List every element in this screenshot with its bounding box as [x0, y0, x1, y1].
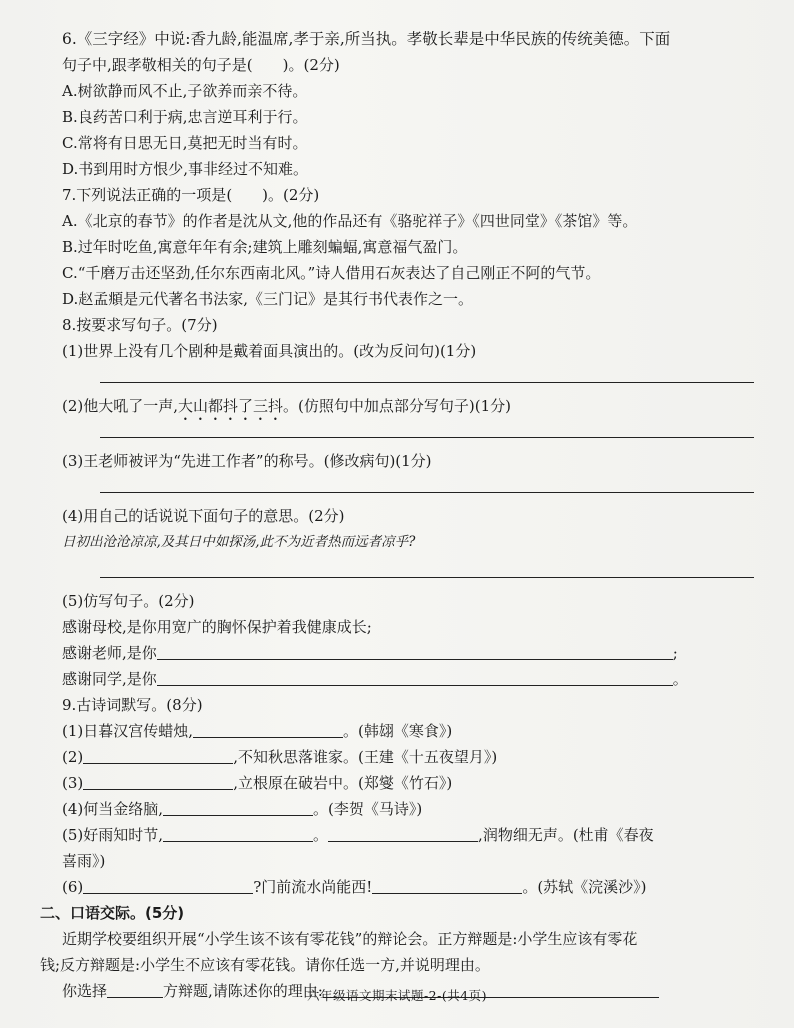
q9-line4	[62, 798, 754, 824]
q6-stem-post: )。(2分)	[282, 56, 340, 74]
q8-stem: 8.按要求写句子。(7分)	[62, 316, 218, 334]
q8-part4: (4)用自己的话说说下面句子的意思。(2分)	[62, 507, 345, 525]
q8-part5-line3-blank[interactable]	[157, 669, 673, 686]
q9-line1-pre: (1)日暮汉宫传蜡烛,	[62, 722, 194, 740]
q7-stem-post: )。(2分)	[262, 186, 320, 204]
q8-part1-answer-line[interactable]	[100, 368, 754, 383]
q8-part1: (1)世界上没有几个剧种是戴着面具演出的。(改为反问句)(1分)	[62, 342, 477, 360]
q6-option-c: C.常将有日思无日,莫把无时当有时。	[62, 134, 308, 152]
q8-part5-line2-end: ;	[672, 644, 678, 662]
q8-part5-line2-blank[interactable]	[157, 643, 673, 660]
q9-line6-blank-b[interactable]	[372, 877, 522, 894]
q7-stem-pre: 7.下列说法正确的一项是(	[62, 186, 233, 204]
q9-line1-post: 。(韩翃《寒食》)	[343, 722, 453, 740]
q9-line6-mid: ?门前流水尚能西!	[253, 878, 373, 896]
section2-para1: 近期学校要组织开展“小学生该不该有零花钱”的辩论会。正方辩题是:小学生应该有零花	[62, 930, 638, 948]
q9-stem: 9.古诗词默写。(8分)	[62, 696, 203, 714]
q8-part5-line3-end: 。	[672, 670, 688, 688]
q8-part3: (3)王老师被评为“先进工作者”的称号。(修改病句)(1分)	[62, 452, 432, 470]
q8-part5-line2-label: 感谢老师,是你	[62, 644, 157, 662]
q9-line5	[62, 824, 754, 850]
q6-stem-pre: 句子中,跟孝敬相关的句子是(	[62, 56, 253, 74]
q9-line1	[62, 720, 754, 746]
q8-part2-post: 。(仿照句中加点部分写句子)(1分)	[283, 397, 511, 415]
q9-line5-blank-b[interactable]	[328, 825, 478, 842]
q6-stem-line1: 6.《三字经》中说:香九龄,能温席,孝于亲,所当执。孝敬长辈是中华民族的传统美德。下面	[62, 30, 671, 48]
section2-choose-mid: 方辩题,请陈述你的理由:	[163, 982, 323, 1000]
q9-line6-post: 。(苏轼《浣溪沙》)	[522, 878, 647, 896]
q9-line1-blank[interactable]	[193, 721, 343, 738]
q8-part4-quote: 日初出沧沧凉凉,及其日中如探汤,此不为近者热而远者凉乎?	[62, 534, 416, 550]
q9-line2-pre: (2)	[62, 748, 84, 766]
q7-option-c: C.“千磨万击还坚劲,任尔东西南北风。”诗人借用石灰表达了自己刚正不阿的气节。	[62, 264, 601, 282]
q9-line4-blank[interactable]	[163, 799, 313, 816]
q9-line5-wrap: 喜雨》)	[62, 852, 106, 870]
q9-line4-post: 。(李贺《马诗》)	[313, 800, 423, 818]
q6-option-b: B.良药苦口利于病,忠言逆耳利于行。	[62, 108, 308, 126]
section2-title: 二、口语交际。(5分)	[40, 904, 185, 922]
q9-line2-post: ,不知秋思落谁家。(王建《十五夜望月》)	[233, 748, 498, 766]
q9-line3-pre: (3)	[62, 774, 84, 792]
q7-option-a: A.《北京的春节》的作者是沈从文,他的作品还有《骆驼祥子》《四世同堂》《茶馆》等。	[62, 212, 638, 230]
q8-part3-answer-line[interactable]	[100, 478, 754, 493]
q8-part5: (5)仿写句子。(2分)	[62, 592, 195, 610]
q8-part2-pre: (2)他大吼了一声,	[62, 397, 179, 415]
q8-part2-answer-line[interactable]	[100, 423, 754, 438]
q6-option-d: D.书到用时方恨少,事非经过不知难。	[62, 160, 309, 178]
q9-line2-blank[interactable]	[83, 747, 233, 764]
q9-line4-pre: (4)何当金络脑,	[62, 800, 164, 818]
q7-option-d: D.赵孟頫是元代著名书法家,《三门记》是其行书代表作之一。	[62, 290, 474, 308]
q9-line5-blank-a[interactable]	[163, 825, 313, 842]
q9-line2	[62, 746, 754, 772]
q9-line6-blank-a[interactable]	[83, 877, 253, 894]
q7-option-b: B.过年时吃鱼,寓意年年有余;建筑上雕刻蝙蝠,寓意福气盈门。	[62, 238, 468, 256]
q9-line6	[62, 876, 754, 902]
q7-stem	[62, 184, 754, 210]
q8-part5-line3-label: 感谢同学,是你	[62, 670, 157, 688]
section2-para2: 钱;反方辩题是:小学生不应该有零花钱。请你任选一方,并说明理由。	[40, 956, 490, 974]
q9-line5-pre: (5)好雨知时节,	[62, 826, 164, 844]
q9-line3	[62, 772, 754, 798]
q9-line3-blank[interactable]	[83, 773, 233, 790]
page-footer: 六年级语文期末试题-2-(共4页)	[306, 988, 488, 1003]
q9-line3-post: ,立根原在破岩中。(郑燮《竹石》)	[233, 774, 453, 792]
section2-choose-pre: 你选择	[62, 982, 108, 1000]
q8-part4-answer-line[interactable]	[100, 563, 754, 578]
q9-line5-post: ,润物细无声。(杜甫《春夜	[478, 826, 654, 844]
q8-part2	[62, 395, 754, 421]
q8-part5-line2	[62, 642, 754, 668]
q8-part5-line1: 感谢母校,是你用宽广的胸怀保护着我健康成长;	[62, 618, 372, 636]
q8-part5-line3	[62, 668, 754, 694]
q9-line6-pre: (6)	[62, 878, 84, 896]
q8-part2-dotted: 大山都抖了三抖	[178, 397, 284, 415]
q9-line5-mid: 。	[313, 826, 329, 844]
q6-stem-line2	[62, 54, 754, 80]
q6-option-a: A.树欲静而风不止,子欲养而亲不待。	[62, 82, 308, 100]
